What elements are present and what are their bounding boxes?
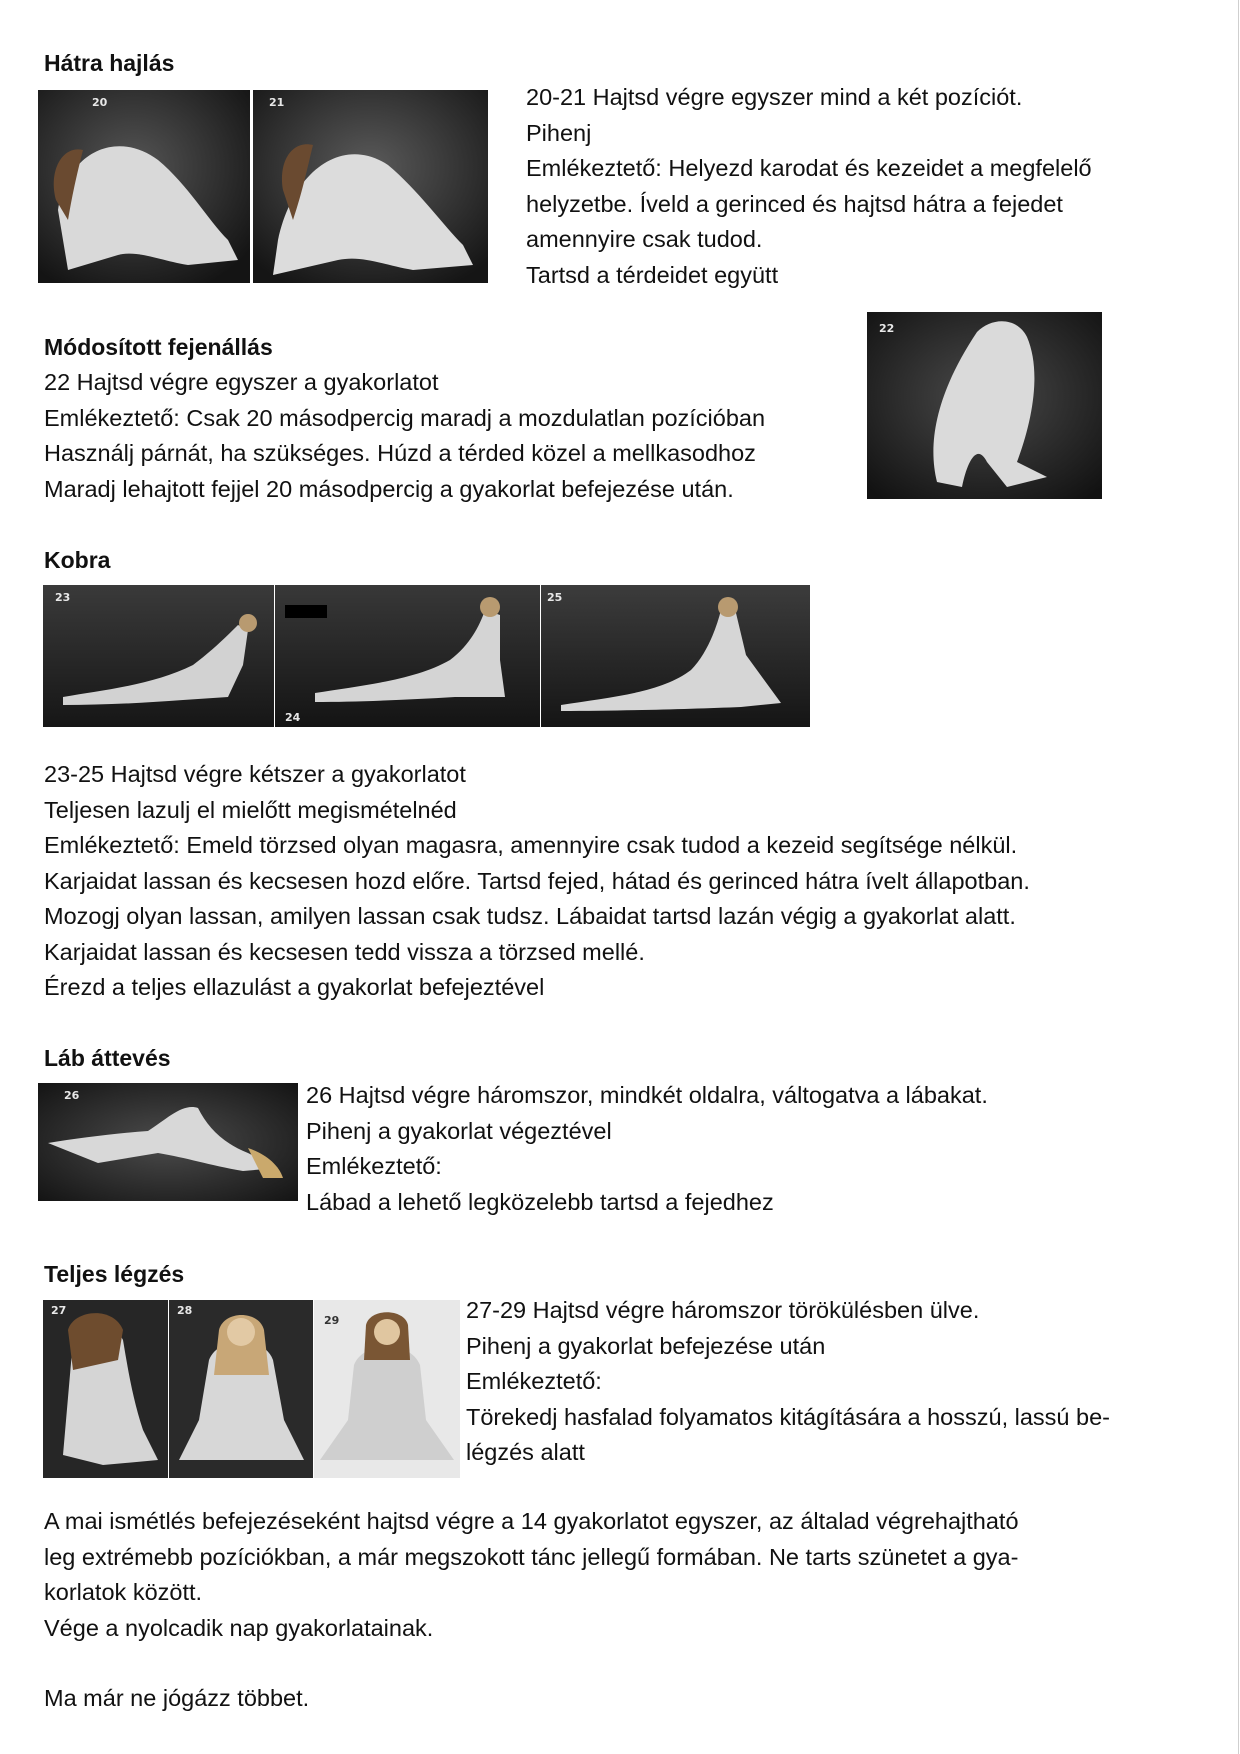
kobra-line: Teljesen lazulj el mielőtt megismételnéd (44, 796, 457, 823)
fejenallas-line: Maradj lehajtott fejjel 20 másodpercig a gyakorlat befejezése után. (44, 475, 734, 502)
hatra-line: Tartsd a térdeidet együtt (526, 261, 779, 288)
closing-line: Vége a nyolcadik nap gyakorlatainak. (44, 1614, 434, 1641)
photo-23 (43, 585, 274, 727)
redaction-bar (285, 605, 327, 618)
legzes-instructions (466, 1293, 1110, 1471)
photo-number: 27 (51, 1304, 67, 1317)
labattevess-instructions (306, 1078, 988, 1220)
photo-28 (169, 1300, 313, 1478)
labattevess-line: Lábad a lehető legközelebb tartsd a fejedhez (306, 1188, 774, 1215)
kobra-line: Érezd a teljes ellazulást a gyakorlat befejeztével (44, 974, 545, 1000)
kobra-line: Karjaidat lassan és kecsesen hozd előre. Tartsd fejed, hátad és gerinced hátra ívelt állapotban. (44, 867, 1030, 894)
page-border (1238, 0, 1239, 1754)
photo-24 (275, 585, 540, 727)
photo-number: 26 (64, 1089, 80, 1102)
photo-number: 28 (177, 1304, 193, 1317)
closing-line: leg extrémebb pozíciókban, a már megszokott tánc jellegű formában. Ne tarts szünetet a gya- (44, 1543, 1019, 1570)
kobra-line: Mozogj olyan lassan, amilyen lassan csak tudsz. Lábaidat tartsd lazán végig a gyakorlat alatt. (44, 903, 1016, 929)
labattevess-line: Emlékeztető: (306, 1153, 442, 1179)
kobra-line: Emlékeztető: Emeld törzsed olyan magasra, amennyire csak tudod a kezeid segítsége nélkül. (44, 832, 1018, 858)
photo-number: 23 (55, 591, 71, 604)
fejenallas-line: 22 Hajtsd végre egyszer a gyakorlatot (44, 369, 439, 395)
section-title-legzes: Teljes légzés (44, 1261, 185, 1287)
closing-line: korlatok között. (44, 1579, 203, 1605)
photo-number: 21 (269, 96, 285, 109)
section-title-hatra: Hátra hajlás (44, 50, 175, 76)
hatra-line: Emlékeztető: Helyezd karodat és kezeidet a megfelelő (526, 155, 1092, 181)
legzes-line: 27-29 Hajtsd végre háromszor törökülésben ülve. (466, 1297, 980, 1323)
hatra-line: Pihenj (526, 119, 592, 146)
legzes-line: légzés alatt (466, 1439, 585, 1465)
photo-number: 22 (879, 322, 895, 335)
hatra-line: helyzetbe. Íveld a gerinced és hajtsd hátra a fejedet (526, 190, 1063, 217)
photo-22 (867, 312, 1102, 499)
photo-25 (541, 585, 810, 727)
photo-number: 24 (285, 711, 301, 724)
photo-number: 29 (324, 1314, 340, 1327)
legzes-line: Emlékeztető: (466, 1368, 602, 1394)
photo-26 (38, 1083, 298, 1201)
kobra-instructions (44, 757, 1030, 1006)
closing-paragraph (44, 1504, 1019, 1646)
labattevess-line: 26 Hajtsd végre háromszor, mindkét oldalra, váltogatva a lábakat. (306, 1082, 988, 1108)
legzes-line: Törekedj hasfalad folyamatos kitágítására a hosszú, lassú be- (466, 1403, 1110, 1430)
kobra-line: Karjaidat lassan és kecsesen tedd vissza a törzsed mellé. (44, 938, 645, 965)
photo-27 (43, 1300, 168, 1478)
closing-line: A mai ismétlés befejezéseként hajtsd végre a 14 gyakorlatot egyszer, az általad végrehajtható (44, 1508, 1019, 1534)
hatra-line: amennyire csak tudod. (526, 226, 763, 252)
photo-21 (253, 90, 488, 283)
fejenallas-line: Használj párnát, ha szükséges. Húzd a térded közel a mellkasodhoz (44, 440, 756, 466)
legzes-line: Pihenj a gyakorlat befejezése után (466, 1332, 826, 1359)
photo-number: 20 (92, 96, 108, 109)
labattevess-line: Pihenj a gyakorlat végeztével (306, 1117, 612, 1144)
section-title-fejenallas: Módosított fejenállás (44, 334, 273, 360)
photo-20 (38, 90, 250, 283)
photo-29 (314, 1300, 460, 1478)
final-note: Ma már ne jógázz többet. (44, 1685, 310, 1711)
kobra-line: 23-25 Hajtsd végre kétszer a gyakorlatot (44, 761, 466, 787)
fejenallas-instructions (44, 365, 765, 507)
hatra-line: 20-21 Hajtsd végre egyszer mind a két pozíciót. (526, 84, 1023, 110)
hatra-instructions (526, 80, 1092, 293)
section-title-labattevess: Láb áttevés (44, 1045, 171, 1071)
photo-number: 25 (547, 591, 563, 604)
section-title-kobra: Kobra (44, 547, 111, 573)
fejenallas-line: Emlékeztető: Csak 20 másodpercig maradj a mozdulatlan pozícióban (44, 404, 766, 431)
